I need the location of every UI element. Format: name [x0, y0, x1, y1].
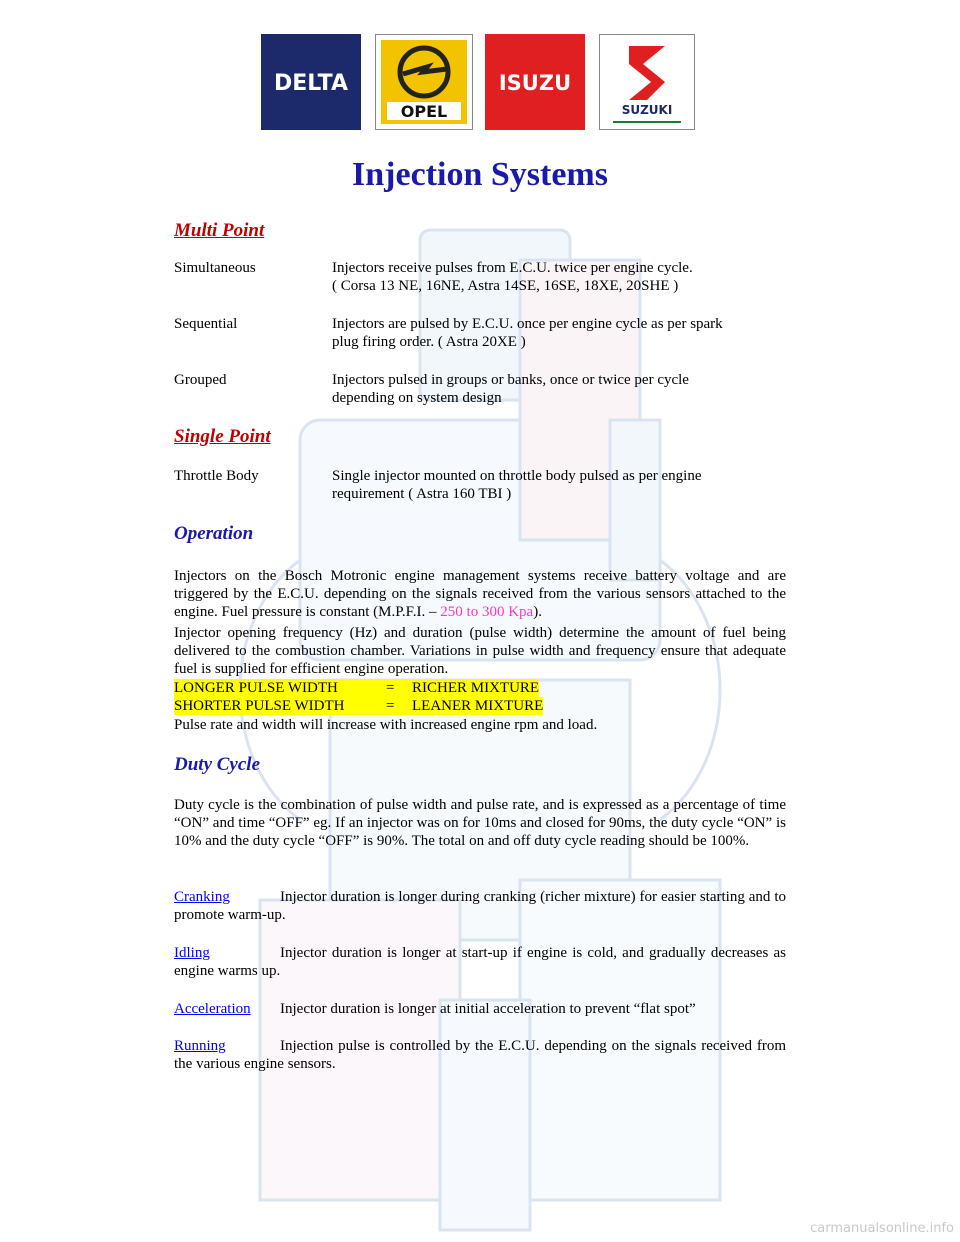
highlight-line	[174, 679, 539, 697]
row-line: Injectors pulsed in groups or banks, once or twice per cycle	[332, 372, 689, 388]
delta-logo	[261, 34, 361, 130]
duty-cycle-paragraph: Duty cycle is the combination of pulse width and pulse rate, and is expressed as a percentage of time “ON” and time “OFF” eg. If an injector was on for 10ms and closed for 90ms, the duty cycle “ON” is 10% and the duty cycle “OFF” is 90%. The total on and off duty cycle reading should be 100%.	[174, 797, 786, 850]
page-title: Injection Systems	[352, 156, 608, 193]
term-link[interactable]: Running	[174, 1038, 226, 1054]
term-idling	[174, 944, 786, 980]
highlight-equals: =	[386, 698, 395, 714]
row-label: Simultaneous	[174, 260, 256, 276]
highlight-row-longer	[174, 679, 539, 697]
row-line: Single injector mounted on throttle body pulsed as per engine	[332, 468, 702, 484]
fuel-pressure-value: 250 to 300 Kpa	[440, 604, 534, 621]
svg-text:DELTA: DELTA	[274, 71, 348, 96]
row-line: depending on system design	[332, 390, 502, 406]
operation-heading: Operation	[174, 523, 254, 544]
paragraph-text: Injectors on the Bosch Motronic engine management systems receive battery voltage and are triggered by the E.C.U. depending on the signals received from the various sensors attached to the engine. Fuel pressure is constant (M.P.F.I. –	[174, 568, 786, 621]
row-line: plug firing order. ( Astra 20XE )	[332, 334, 526, 350]
row-line: Injectors receive pulses from E.C.U. twice per engine cycle.	[332, 260, 693, 276]
row-text	[332, 467, 772, 503]
term-running	[174, 1037, 786, 1073]
term-cranking	[174, 888, 786, 924]
row-text	[332, 371, 772, 407]
highlight-left: SHORTER PULSE WIDTH	[174, 698, 345, 714]
highlight-right: RICHER MIXTURE	[412, 680, 540, 696]
row-line: requirement ( Astra 160 TBI )	[332, 486, 512, 502]
term-text: Injection pulse is controlled by the E.C.U. depending on the signals received from the various engine sensors.	[174, 1038, 786, 1073]
term-link[interactable]: Acceleration	[174, 1001, 251, 1017]
operation-paragraph-1	[174, 567, 786, 622]
isuzu-logo	[485, 34, 585, 130]
duty-cycle-heading: Duty Cycle	[174, 754, 261, 775]
operation-paragraph-3: Pulse rate and width will increase with increased engine rpm and load.	[174, 717, 598, 733]
term-text: Injector duration is longer at start-up if engine is cold, and gradually decreases as engine warms up.	[174, 945, 786, 980]
row-text	[332, 259, 772, 295]
term-text: Injector duration is longer during cranking (richer mixture) for easier starting and to promote warm-up.	[174, 889, 786, 924]
svg-text:SUZUKI: SUZUKI	[621, 103, 673, 117]
operation-paragraph-2: Injector opening frequency (Hz) and duration (pulse width) determine the amount of fuel being delivered to the combustion chamber. Variations in pulse width and frequency ensure that adequate fuel is supplied for efficient engine operation.	[174, 625, 786, 678]
row-line: Injectors are pulsed by E.C.U. once per engine cycle as per spark	[332, 316, 723, 332]
highlight-equals: =	[386, 680, 395, 696]
highlight-line	[174, 697, 543, 715]
opel-logo	[375, 34, 473, 130]
term-link[interactable]: Cranking	[174, 889, 230, 905]
highlight-right: LEANER MIXTURE	[412, 698, 544, 714]
paragraph-text: ).	[533, 604, 542, 621]
term-link[interactable]: Idling	[174, 945, 210, 961]
term-text: Injector duration is longer at initial acceleration to prevent “flat spot”	[280, 1001, 696, 1017]
svg-text:OPEL: OPEL	[400, 102, 448, 121]
svg-text:ISUZU: ISUZU	[498, 71, 572, 95]
highlight-left: LONGER PULSE WIDTH	[174, 680, 338, 696]
multi-point-heading: Multi Point	[174, 220, 265, 241]
highlight-row-shorter	[174, 697, 543, 715]
row-label: Grouped	[174, 372, 227, 388]
footer-watermark: carmanualsonline.info	[810, 1221, 954, 1236]
suzuki-logo	[599, 34, 695, 130]
row-text	[332, 315, 772, 351]
row-line: ( Corsa 13 NE, 16NE, Astra 14SE, 16SE, 18XE, 20SHE )	[332, 278, 679, 294]
term-acceleration	[174, 1000, 786, 1018]
single-point-heading: Single Point	[174, 426, 271, 447]
row-label: Throttle Body	[174, 468, 259, 484]
row-label: Sequential	[174, 316, 238, 332]
